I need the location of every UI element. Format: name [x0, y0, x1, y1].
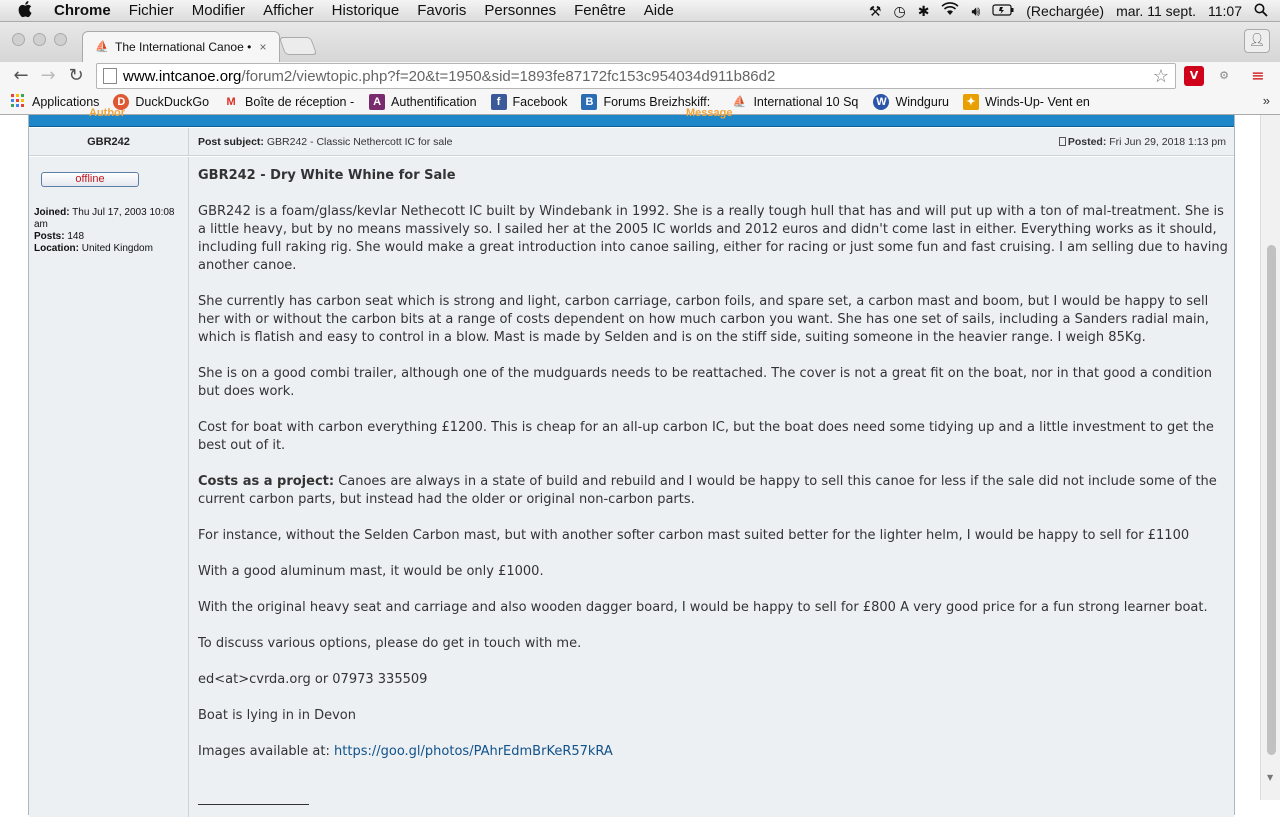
profile-user-button[interactable]: 👤︎ [1244, 29, 1270, 53]
post-paragraph [198, 473, 1228, 509]
bookmark-facebook[interactable] [491, 94, 568, 110]
facebook-icon: f [491, 94, 507, 110]
bookmark-label: Facebook [512, 95, 568, 109]
url-host: www.intcanoe.org [123, 67, 242, 85]
post-paragraph [198, 743, 1228, 761]
auth-icon: A [369, 94, 385, 110]
window-close-button[interactable] [12, 33, 25, 46]
bookmark-label: Winds-Up- Vent en [984, 95, 1090, 109]
posts-label: Posts: [34, 231, 65, 242]
window-zoom-button[interactable] [54, 33, 67, 46]
header-author: Author [89, 107, 126, 119]
bookmark-gmail[interactable] [223, 94, 355, 110]
browser-tab-strip [0, 22, 1280, 62]
post-paragraph: GBR242 is a foam/glass/kevlar Nethecott IC built by Windebank in 1992. She is a really tough hull that has and will put up with a ton of mal-treatment. She is a little heavy, but by no means massively so. I sailed her at the 2005 IC worlds and 2012 euros and didn't come last in either. Everything works as it should, including full raking rig. She would make a great introduction into canoe sailing, either for racing or just some fun and fast cruising. I am selling due to having another canoe. [198, 204, 1228, 273]
table-header [29, 107, 1234, 127]
costs-heading: Costs as a project: [198, 474, 335, 489]
menu-app-chrome[interactable]: Chrome [54, 2, 111, 19]
extension-gear-icon[interactable]: ⚙ [1219, 69, 1229, 82]
bookmark-label: Boîte de réception - [245, 95, 355, 109]
gmail-icon: M [226, 96, 236, 108]
battery-status: (Rechargée) [1026, 3, 1105, 19]
forward-arrow-icon[interactable]: → [40, 65, 56, 86]
forum-post-table [28, 107, 1235, 815]
menu-modifier[interactable]: Modifier [191, 2, 246, 19]
bookmark-duckduckgo[interactable] [113, 94, 209, 110]
bookmark-label: Windguru [895, 95, 949, 109]
page-scrollbar[interactable] [1260, 115, 1280, 800]
images-label: Images available at: [198, 744, 335, 759]
profile-info [34, 207, 186, 255]
time-machine-icon[interactable]: ◷ [893, 2, 906, 19]
bookmark-applications[interactable] [10, 94, 99, 110]
posted-value: Fri Jun 29, 2018 1:13 pm [1109, 136, 1226, 148]
web-page [0, 107, 1260, 800]
url-path: /forum2/viewtopic.php?f=20&t=1950&sid=1893fe87172fc153c954034d911b86d2 [241, 67, 776, 85]
address-bar[interactable] [96, 63, 1176, 89]
bookmark-authentification[interactable] [369, 94, 476, 110]
forum-icon: B [581, 94, 597, 110]
status-tool-icon[interactable]: ⚒ [868, 2, 882, 19]
back-arrow-icon[interactable]: ← [13, 65, 29, 86]
apple-menu-icon[interactable] [18, 1, 38, 21]
post-paragraph: With a good aluminum mast, it would be only £1000. [198, 564, 544, 579]
post-paragraph: Boat is lying in in Devon [198, 708, 356, 723]
contact-info: ed<at>cvrda.org or 07973 335509 [198, 672, 428, 687]
subject-label: Post subject: [198, 136, 264, 148]
post-paragraph: She is on a good combi trailer, although one of the mudguards needs to be reattached. The cover is not a great fit on the boat, nor in that good a condition but does work. [198, 366, 1213, 399]
bookmark-international-10[interactable] [731, 94, 859, 110]
extension-red-icon[interactable]: V [1184, 66, 1204, 86]
canoe-icon: ⛵ [732, 96, 747, 108]
posts-value: 148 [67, 231, 85, 242]
status-badge: offline [41, 172, 139, 187]
bookmark-label: International 10 Sq [753, 95, 859, 109]
windguru-icon: W [873, 94, 889, 110]
post-date [1059, 136, 1226, 148]
signature-divider [198, 804, 309, 805]
subject-text: GBR242 - Classic Nethercott IC for sale [266, 136, 453, 148]
bookmark-windguru[interactable] [873, 94, 949, 110]
menu-favoris[interactable]: Favoris [417, 2, 467, 19]
location-value: United Kingdom [81, 243, 153, 254]
menu-fenetre[interactable]: Fenêtre [574, 2, 626, 19]
post-paragraph: She currently has carbon seat which is strong and light, carbon carriage, carbon foils, and spare set, a carbon mast and boom, but I would be happy to sell her with or without the carbon bits at a range of costs dependent on how much carbon you want. She has one set of sails, including a Sanders radial main, which is flatish and easy to control in a blow. Mast is made by Selden and is on the stiff side, suiting someone in the heavier range. I weigh 85Kg. [198, 294, 1210, 345]
post-content [198, 167, 1228, 779]
post-paragraph: With the original heavy seat and carriage and also wooden dagger board, I would be happy to sell for £800 A very good price for a fun strong learner boat. [198, 600, 1208, 615]
browser-tab[interactable] [82, 31, 280, 62]
bookmarks-bar [0, 90, 1280, 115]
post-paragraph: For instance, without the Selden Carbon mast, but with another softer carbon mast suited better for the lighter helm, I would be happy to sell for £1100 [198, 528, 1190, 543]
post-subject [198, 136, 452, 148]
joined-value: Thu Jul 17, 2003 10:08 am [34, 207, 175, 230]
spotlight-search-icon[interactable] [1254, 3, 1268, 20]
intcanoe-favicon-icon: ⛵ [95, 41, 109, 53]
battery-icon[interactable] [992, 3, 1014, 19]
post-icon[interactable] [1059, 137, 1066, 146]
scrollbar-thumb[interactable] [1267, 245, 1276, 755]
menu-fichier[interactable]: Fichier [128, 2, 174, 19]
bookmark-label: DuckDuckGo [135, 95, 210, 109]
post-paragraph: Cost for boat with carbon everything £1200. This is cheap for an all-up carbon IC, but the boat does need some tidying up and a little investment to get the best out of it. [198, 420, 1214, 453]
apps-grid-icon [10, 94, 26, 110]
windsup-icon: ✦ [963, 94, 979, 110]
mac-menu-bar [0, 0, 1280, 22]
photos-link[interactable]: https://goo.gl/photos/PAhrEdmBrKeR57kRA [334, 744, 613, 759]
post-body-row [29, 157, 1234, 817]
location-label: Location: [34, 243, 79, 254]
post-header-row [29, 128, 1234, 156]
bookmark-label: Forums Breizhskiff: [603, 95, 711, 109]
tab-title: The International Canoe • [115, 40, 252, 54]
posted-label: Posted: [1067, 136, 1107, 148]
header-message: Message [686, 107, 733, 119]
joined-label: Joined: [34, 207, 70, 218]
scroll-down-arrow-icon[interactable]: ▼ [1267, 773, 1274, 782]
window-minimize-button[interactable] [33, 33, 46, 46]
duckduckgo-icon: D [113, 94, 129, 110]
chrome-menu-icon[interactable]: ≡ [1251, 66, 1265, 85]
post-author[interactable]: GBR242 [29, 128, 189, 156]
reload-icon[interactable]: ↻ [68, 65, 84, 86]
menu-aide[interactable]: Aide [643, 2, 674, 19]
post-paragraph: To discuss various options, please do get in touch with me. [198, 636, 582, 651]
post-title: GBR242 - Dry White Whine for Sale [198, 168, 456, 183]
menu-personnes[interactable]: Personnes [484, 2, 557, 19]
menu-afficher[interactable]: Afficher [263, 2, 314, 19]
tab-close-icon[interactable]: × [259, 40, 267, 54]
bookmark-star-icon[interactable]: ☆ [1152, 66, 1169, 86]
bookmark-label: Applications [32, 95, 100, 109]
menubar-date[interactable]: mar. 11 sept. [1116, 3, 1196, 19]
page-info-icon[interactable] [103, 68, 117, 84]
browser-toolbar [0, 62, 1280, 90]
bluetooth-icon[interactable]: ✱ [917, 2, 930, 19]
menubar-time[interactable]: 11:07 [1208, 3, 1242, 19]
wifi-icon[interactable] [941, 3, 959, 19]
bookmarks-overflow-icon[interactable]: » [1262, 93, 1270, 108]
new-tab-button[interactable] [279, 37, 318, 55]
author-profile [29, 157, 189, 817]
bookmark-winds-up[interactable] [963, 94, 1103, 110]
costs-text: Canoes are always in a state of build and rebuild and I would be happy to sell this canoe for less if the sale did not include some of the current carbon parts, but instead had the older or original non-carbon parts. [198, 474, 1217, 507]
volume-icon[interactable]: 🔊︎ [971, 2, 981, 19]
menu-historique[interactable]: Historique [331, 2, 400, 19]
bookmark-label: Authentification [391, 95, 477, 109]
